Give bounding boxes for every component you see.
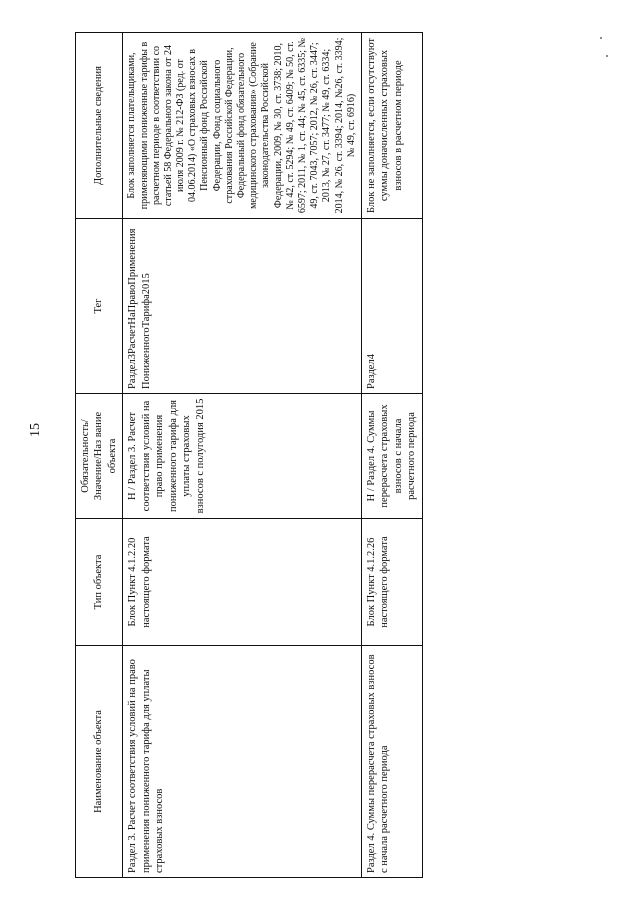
cell-object-name: Раздел 3. Расчет соответствия условий на право применения пониженного тарифа для уплаты страховых взносов [123, 646, 362, 878]
cell-notes: Блок заполняется плательщиками, применяющими пониженные тарифы в расчетном периоде в соответствии со статьей 58 Федерального закона от 24 июля 2009 г. № 212-ФЗ (ред. от 04.06.2014) «О страховых взносах в Пенсионный фонд Российской Федерации, Фонд социального страхования Российской Федерации, Федеральный фонд обязательного медицинского страхования» (Собрание законодательства Российской Федерации, 2009, № 30, ст. 3738; 2010, № 42, ст. 5294; № 49, ст. 6409; № 50, ст. 6597; 2011, № 1, ст. 44; № 45, ст. 6335; № 49, ст. 7043, 7057; 2012, № 26, ст. 3447; 2013, № 27, ст. 3477; № 49, ст. 6334; 2014, № 26, ст. 3394; 2014, №26, ст. 3394; № 49, ст. 6916) [123, 33, 362, 219]
cell-object-name: Раздел 4. Суммы перерасчета страховых взносов с начала расчетного периода [361, 646, 422, 878]
scan-speck [600, 37, 602, 39]
cell-tag: Раздел4 [361, 219, 422, 394]
document-table-container [75, 33, 418, 878]
header-object-name: Наименование объекта [76, 646, 123, 878]
header-notes: Дополнительные сведения [76, 33, 123, 219]
table-row [123, 33, 362, 878]
page-number: 15 [28, 423, 43, 437]
cell-obligation: Н / Раздел 4. Суммы перерасчета страховых взносов с начала расчетного периода [361, 394, 422, 519]
header-object-type: Тип объекта [76, 519, 123, 646]
header-tag: Тег [76, 219, 123, 394]
table-row [361, 33, 422, 878]
scan-speck [606, 55, 608, 57]
cell-tag: Раздел3РасчетНаПравоПрименения ПониженногоТарифа2015 [123, 219, 362, 394]
document-table [75, 32, 423, 878]
cell-object-type: Блок Пункт 4.1.2.26 настоящего формата [361, 519, 422, 646]
cell-notes: Блок не заполняется, если отсутствуют суммы доначисленных страховых взносов в расчетном периоде [361, 33, 422, 219]
cell-object-type: Блок Пункт 4.1.2.20 настоящего формата [123, 519, 362, 646]
header-obligation: Обязательность/Значение/Наз вание объекта [76, 394, 123, 519]
cell-obligation: Н / Раздел 3. Расчет соответствия условий на право применения пониженного тарифа для уплаты страховых взносов с полугодия 2015 [123, 394, 362, 519]
